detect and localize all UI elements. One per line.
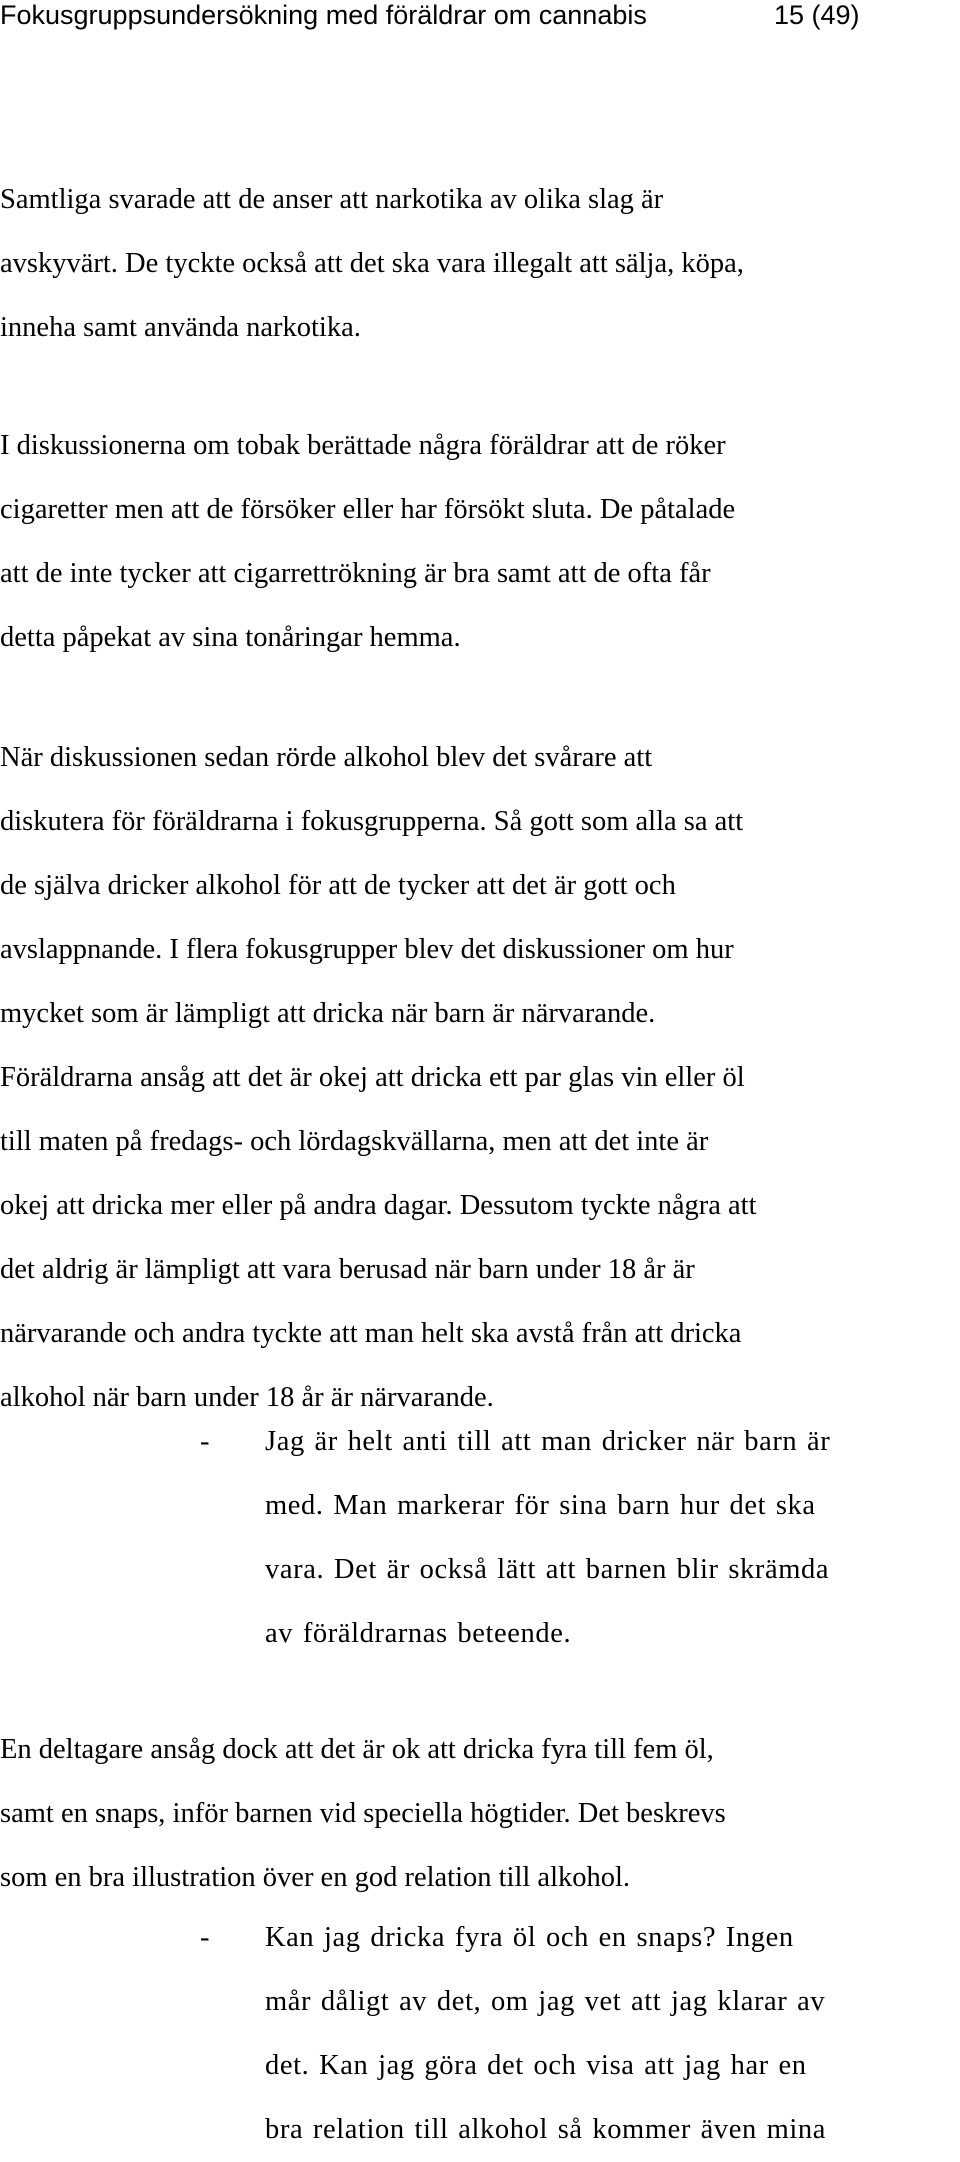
paragraph-line: närvarande och andra tyckte att man helt ska avstå från att dricka (0, 1318, 742, 1349)
paragraph-line: Föräldrarna ansåg att det är okej att dricka ett par glas vin eller öl (0, 1062, 745, 1093)
paragraph-tobacco (0, 414, 940, 670)
quote-line: Jag är helt anti till att man dricker när barn är (265, 1426, 831, 1457)
paragraph-line: alkohol när barn under 18 år är närvarande. (0, 1382, 494, 1413)
paragraph-line: avskyvärt. De tyckte också att det ska vara illegalt att sälja, köpa, (0, 248, 744, 279)
document-title: Fokusgruppsundersökning med föräldrar om cannabis (0, 0, 647, 30)
quote-line: med. Man markerar för sina barn hur det ska (265, 1490, 816, 1521)
paragraph-line: okej att dricka mer eller på andra dagar. Dessutom tyckte några att (0, 1190, 757, 1221)
quote-dash: - (200, 1922, 210, 1953)
quote-block (0, 1906, 960, 2162)
quote-line: mår dåligt av det, om jag vet att jag klarar av (265, 1986, 826, 2017)
quote-block (0, 1410, 960, 1666)
paragraph-line: När diskussionen sedan rörde alkohol blev det svårare att (0, 742, 653, 773)
paragraph-line: som en bra illustration över en god relation till alkohol. (0, 1862, 631, 1893)
paragraph-line: cigaretter men att de försöker eller har försökt sluta. De påtalade (0, 494, 736, 525)
paragraph-line: Samtliga svarade att de anser att narkotika av olika slag är (0, 184, 664, 215)
paragraph-line: I diskussionerna om tobak berättade några föräldrar att de röker (0, 430, 726, 461)
paragraph-line: avslappnande. I flera fokusgrupper blev det diskussioner om hur (0, 934, 734, 965)
page-number: 15 (49) (774, 0, 860, 30)
paragraph-exception (0, 1718, 940, 1910)
paragraph-line: inneha samt använda narkotika. (0, 312, 361, 343)
paragraph-line: samt en snaps, inför barnen vid speciella högtider. Det beskrevs (0, 1798, 726, 1829)
paragraph-line: att de inte tycker att cigarrettrökning är bra samt att de ofta får (0, 558, 711, 589)
paragraph-narcotics (0, 168, 940, 360)
paragraph-line: detta påpekat av sina tonåringar hemma. (0, 622, 461, 653)
paragraph-line: diskutera för föräldrarna i fokusgrupperna. Så gott som alla sa att (0, 806, 744, 837)
quote-dash: - (200, 1426, 210, 1457)
page-header (0, 0, 904, 30)
quote-line: av föräldrarnas beteende. (265, 1618, 572, 1649)
paragraph-line: En deltagare ansåg dock att det är ok att dricka fyra till fem öl, (0, 1734, 714, 1765)
paragraph-line: mycket som är lämpligt att dricka när barn är närvarande. (0, 998, 656, 1029)
quote-line: Kan jag dricka fyra öl och en snaps? Ingen (265, 1922, 794, 1953)
paragraph-line: de själva dricker alkohol för att de tycker att det är gott och (0, 870, 676, 901)
paragraph-line: det aldrig är lämpligt att vara berusad när barn under 18 år är (0, 1254, 695, 1285)
quote-line: det. Kan jag göra det och visa att jag har en (265, 2050, 807, 2081)
quote-line: bra relation till alkohol så kommer även mina (265, 2114, 826, 2145)
paragraph-alcohol (0, 726, 940, 1430)
quote-line: vara. Det är också lätt att barnen blir skrämda (265, 1554, 830, 1585)
paragraph-line: till maten på fredags- och lördagskvällarna, men att det inte är (0, 1126, 709, 1157)
